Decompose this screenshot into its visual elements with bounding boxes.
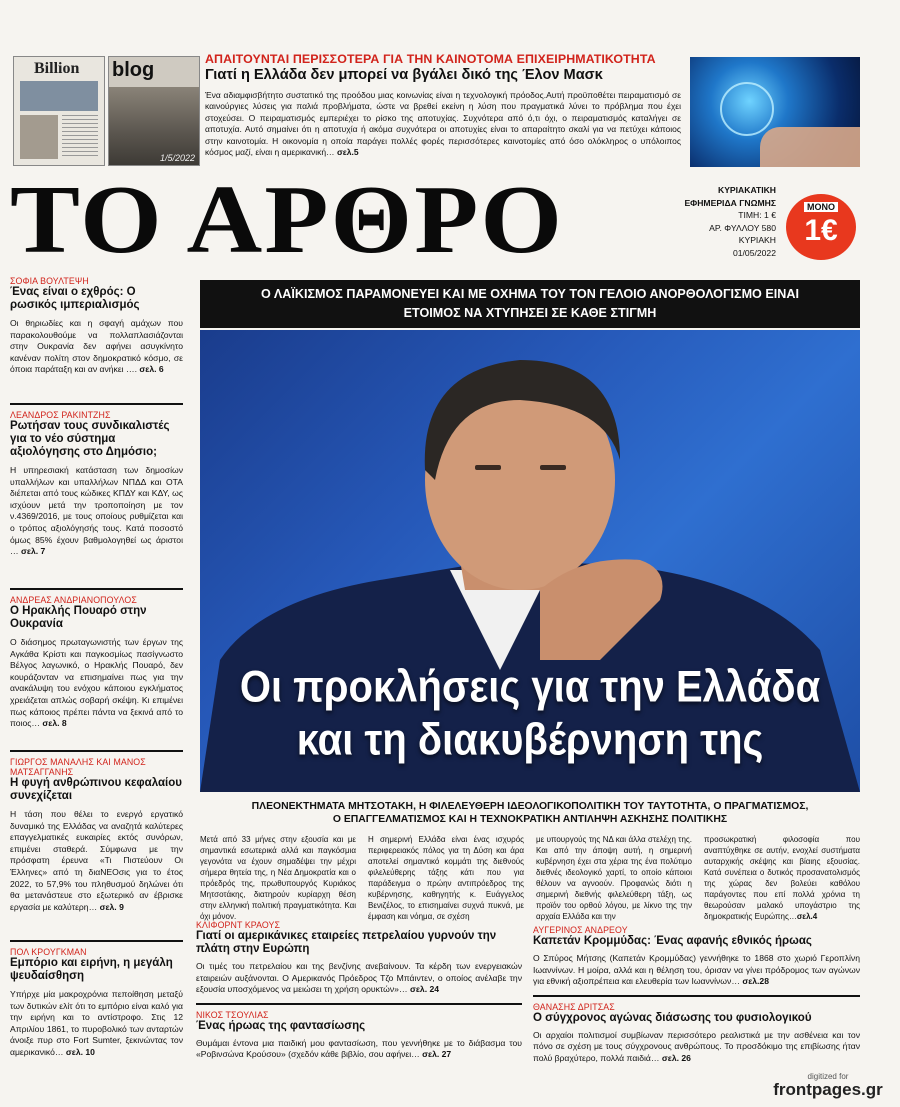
article-headline[interactable]: Ένας είναι ο εχθρός: Ο ρωσικός ιμπεριαλισμός	[10, 286, 140, 311]
blog-thumbnail-title: blog	[112, 59, 155, 81]
article-ref[interactable]: σελ. 24	[409, 984, 440, 995]
article-headline[interactable]: Ο Ηρακλής Πουαρό στην Ουκρανία	[10, 605, 147, 630]
masthead-info	[668, 184, 776, 260]
article-author: ΓΙΩΡΓΟΣ ΜΑΝΑΛΗΣ ΚΑΙ ΜΑΝΟΣ ΜΑΤΣΑΓΓΑΝΗΣ	[10, 757, 146, 777]
divider	[10, 750, 183, 752]
top-story-body-text: Ένα αδιαμφισβήτητο συστατικό της προόδου μιας κοινωνίας είναι η τεχνολογική πρόοδος.Αυτή προϋποθέτει πειραματισμό σε καινούργιες λύσεις για παλιά προβλήματα, ώστε να βρεθεί εκείνη η λύση που πραγματικά λύνει το πρόβλημα που έχει στοχεύσει. Ο πειραματισμός εμπεριέχει το ρίσκο της αποτυχίας. Συχνότερα από ό,τι όχι, ο πειραματισμός καταλήγει σε αποτυχία. Αυτό σημαίνει ότι η αποτυχία ή ακόμα συχνότερα οι αποτυχίες είναι το απαραίτητο σκαλί για να πετύχει κάποιος στην καινοτομία. Η οικονομία η οποία παράγει πολλές φορές περισσότερες καινοτομίες από όσο ολόκληρος ο υπόλοιπος κόσμος μαζί, είναι η αμερικανική…	[205, 90, 681, 158]
article-body-text: Οι αρχαίοι πολιτισμοί συμβίωναν περισσότερο ρεαλιστικά με την ασθένεια και τον πόνο σε σχέση με τους σύγχρονους ανθρώπους. Το προσδόκιμο της επιβίωσης ήταν πολύ βραχύτερο, πολλά παιδιά…	[533, 1029, 860, 1063]
billion-thumbnail-title: Billion	[34, 60, 80, 77]
article-body-text: Ο διάσημος πρωταγωνιστής των έργων της Αγκάθα Κρίστι και παγκοσμίως πασίγνωστο Βέλγος λαγωνικό, ο Ηρακλής Πουαρό, δεν κουράζονταν να επισημαίνει πως για την ανακάλυψη του ενόχου κάποιου εγκλήματος χρειάζεται απλώς σοβαρή σκέψη. Κι επιμένει πως κάποιος πρέπει πάντα να ξεκινά από το ποιος…	[10, 637, 183, 729]
billion-thumbnail-photo-2	[20, 115, 58, 159]
masthead-date: 01/05/2022	[732, 247, 776, 258]
article-headline[interactable]: Γιατί οι αμερικάνικες εταιρείες πετρελαίου γυρνούν την πλάτη στην Ευρώπη	[196, 930, 497, 955]
article-author: ΣΟΦΙΑ ΒΟΥΛΤΕΨΗ	[10, 276, 89, 286]
article-ref[interactable]: σελ.28	[742, 976, 769, 987]
article-author: ΚΛΙΦΟΡΝΤ ΚΡΑΟΥΣ	[196, 920, 281, 930]
billion-thumbnail-text	[62, 115, 98, 159]
article-author: ΠΟΛ ΚΡΟΥΓΚΜΑΝ	[10, 947, 87, 957]
masthead-line1: ΚΥΡΙΑΚΑΤΙΚΗ	[717, 185, 776, 195]
article-ref[interactable]: σελ. 27	[422, 1049, 452, 1060]
banner-line1: Ο ΛΑΪΚΙΣΜΟΣ ΠΑΡΑΜΟΝΕΥΕΙ ΚΑΙ ΜΕ ΟΧΗΜΑ ΤΟΥ ΤΟΝ ΓΕΛΟΙΟ ΑΝΟΡΘΟΛΟΓΙΣΜΟ ΕΙΝΑΙ	[261, 287, 799, 301]
article-body-text: Οι τιμές του πετρελαίου και της βενζίνης ανεβαίνουν. Τα κέρδη των ενεργειακών εταιρειών αυξάνονται. Ο Αμερικανός Πρόεδρος Τζο Μπάιντεν, ο οποίος ανέλαβε την εξουσία υποσχόμενος να μειώσει τη χρήση ορυκτών»…	[196, 961, 522, 995]
article-body-text: Η τάση που θέλει το ενεργό εργατικό δυναμικό της Ελλάδας να αναζητά καλύτερες επαγγελματικές ευκαιρίες εκτός συνόρων, επιμένει σταθερά. Σύμφωνα με την πρόσφατη έρευνα «Τι Πιστεύουν Οι Έλληνες» από τη διαΝΕΟσις για το έτος 2022, το 57,9% του πληθυσμού δηλώνει ότι θα μετανάστευε στο εξωτερικό αν έβρισκε εργασία με καλύτερη…	[10, 809, 183, 912]
masthead-title[interactable]: ΤΟ ΑΡΘΡΟ	[10, 166, 565, 274]
blog-thumbnail	[108, 56, 200, 166]
article-body	[533, 953, 860, 988]
billion-thumbnail-photo	[20, 81, 98, 111]
article-body	[533, 1030, 860, 1065]
article-body-text: Υπήρχε μία μακροχρόνια πεποίθηση μεταξύ των δυτικών ελίτ ότι το εμπόριο είναι καλό για την ειρήνη και το αντίστροφο. Στις 12 Απριλίου 1861, το πυροβολικό των ανταρτών άνοιξε πυρ στο Fort Sumter, ξεκινώντας τον αμερικανικό…	[10, 989, 183, 1057]
main-col-1: Μετά από 33 μήνες στην εξουσία και με σημαντικά εσωτερικά αλλά και παγκόσμια γεγονότα να έχουν σημαδέψει την μέχρι σήμερα θητεία της, η Νέα Δημοκρατία και ο πρόεδρός της, πρωθυπουργός Κυριάκος Μητσοτάκης, διατηρούν κυρίαρχη θέση στην ελληνική πολιτική πραγματικότητα. Και όχι μόνον.	[200, 835, 356, 921]
main-columns	[200, 834, 860, 922]
credit-line2[interactable]: frontpages.gr	[773, 1080, 883, 1099]
blog-thumbnail-date: 1/5/2022	[159, 153, 195, 163]
left-article-3	[10, 595, 183, 747]
article-ref[interactable]: σελ. 8	[42, 718, 67, 729]
main-col-2: Η σημερινή Ελλάδα είναι ένας ισχυρός περιφερειακός πόλος για τη Δύση και άρα αποτελεί σημαντικό κομμάτι της διεθνούς φιλελεύθερης τάξης κάτι που για παράδειγμα ο πρώην αντιπρόεδρος της κυβέρνησης, καθηγητής κ. Ευάγγελος Βενιζέλος, το επισημαίνει συχνά πυκνά, με έμφαση και νόημα, σε σχέση	[368, 835, 524, 921]
article-body	[10, 809, 183, 913]
top-story-ref[interactable]: σελ.5	[336, 147, 359, 158]
eye-shape	[475, 465, 501, 470]
left-article-2	[10, 410, 183, 585]
left-article-5	[10, 947, 183, 1059]
article-author: ΑΥΓΕΡΙΝΟΣ ΑΝΔΡΕΟΥ	[533, 925, 628, 935]
article-author: ΛΕΑΝΔΡΟΣ ΡΑΚΙΝΤΖΗΣ	[10, 410, 111, 420]
article-body-text: Η υπηρεσιακή κατάσταση των δημοσίων υπαλλήλων και υπαλλήλων ΝΠΔΔ και ΟΤΑ διέπεται από τους κώδικες ΚΠΔΥ και ΚΔΥ, ως ισχύουν μετά την τροποποίηση με τον ν.4369/2016, με τους οποίους ρυθμίζεται και ο τρόπος αξιολόγησής τους. Κατά ποσοστό όμως 85% έχουν βαθμολογηθεί ως άριστοι …	[10, 465, 183, 557]
main-headline-1[interactable]: Οι προκλήσεις για την Ελλάδα	[239, 662, 821, 712]
billion-thumbnail	[13, 56, 105, 166]
article-body-text: Ο Σπύρος Μήτσης (Καπετάν Κρομμύδας) γεννήθηκε το 1868 στο χωριό Γεροπλίνη Ιωαννίνων. Η μοίρα, αλλά και η θέληση του, όρισαν να γίνει πρόδρομος των αγώνων για εθνική αξιοπρέπεια και ελευθερία των Ιωαννίνων…	[533, 953, 860, 987]
credit-line1: digitized for	[807, 1072, 849, 1081]
article-body-text: Οι θηριωδίες και η σφαγή αμάχων που παρακολουθούμε να πολλαπλασιάζονται στην Ουκρανία δεν αφήνει ασυγκίνητο κανέναν πολίτη στον δημοκρατικό κόσμο, σε όποια παράταξη και αν ανήκει ….	[10, 318, 183, 375]
main-col-4-ref[interactable]: σελ.4	[796, 912, 818, 921]
article-author: ΝΙΚΟΣ ΤΣΟΥΛΙΑΣ	[196, 1009, 269, 1020]
top-story-headline: Γιατί η Ελλάδα δεν μπορεί να βγάλει δικό της Έλον Μασκ	[205, 67, 603, 83]
article-body	[196, 961, 522, 996]
divider	[10, 940, 183, 942]
article-headline[interactable]: Ένας ήρωας της φαντασίωσης	[196, 1019, 366, 1032]
credit	[760, 1072, 896, 1099]
article-headline[interactable]: Ο σύγχρονος αγώνας διάσωσης του φυσιολογικού	[533, 1011, 812, 1024]
article-ref[interactable]: σελ. 9	[99, 901, 124, 912]
tech-photo-glow	[720, 82, 774, 136]
banner-line2: ΕΤΟΙΜΟΣ ΝΑ ΧΤΥΠΗΣΕΙ ΣΕ ΚΑΘΕ ΣΤΙΓΜΗ	[403, 306, 657, 320]
divider	[10, 403, 183, 405]
article-ref[interactable]: σελ. 7	[20, 546, 46, 557]
article-ref[interactable]: σελ. 6	[139, 364, 164, 375]
main-headline-2[interactable]: και τη διακυβέρνηση της	[296, 715, 764, 765]
main-col-3: με υπουργούς της ΝΔ και άλλα στελέχη της. Και από την άποψη αυτή, η σημερινή κυβέρνηση έχει στα χέρια της ένα πολύτιμο διεθνές ιδεολογικό χαρτί, το οποίο κάποιοι θέλουν να αγνοούν. Προφανώς διότι η σημερινή διεθνής φιλελεύθερη τάξη, ως προϊόν του ορθού λόγου, με λίκνο της την αρχαία Ελλάδα και την	[536, 835, 692, 921]
left-column	[10, 276, 183, 1059]
main-col-4	[704, 834, 860, 922]
divider	[10, 588, 183, 590]
tech-photo-hand	[760, 127, 860, 167]
article-body	[196, 1038, 522, 1061]
main-subhead-2: Ο ΕΠΑΓΓΕΛΜΑΤΙΣΜΟΣ ΚΑΙ Η ΤΕΧΝΟΚΡΑΤΙΚΗ ΑΝΤΙΛΗΨΗ ΑΣΚΗΣΗΣ ΠΟΛΙΤΙΚΗΣ	[332, 814, 728, 825]
top-story	[205, 52, 681, 158]
eye-shape	[540, 465, 566, 470]
top-story-kicker: ΑΠΑΙΤΟΥΝΤΑΙ ΠΕΡΙΣΣΟΤΕΡΑ ΓΙΑ ΤΗΝ ΚΑΙΝΟΤΟΜΑ ΕΠΙΧΕΙΡΗΜΑΤΙΚΟΤΗΤΑ	[205, 52, 656, 66]
left-article-4	[10, 757, 183, 937]
tech-photo	[690, 57, 860, 167]
divider	[196, 1003, 522, 1005]
price-badge-top: ΜΟΝΟ	[804, 202, 838, 212]
left-article-1	[10, 276, 183, 400]
article-ref[interactable]: σελ. 26	[661, 1052, 691, 1063]
main-subhead-1: ΠΛΕΟΝΕΚΤΗΜΑΤΑ ΜΗΤΣΟΤΑΚΗ, Η ΦΙΛΕΛΕΥΘΕΡΗ ΙΔΕΟΛΟΓΙΚΟΠΟΛΙΤΙΚΗ ΤΟΥ ΤΑΥΤΟΤΗΤΑ, Ο ΠΡΑΓΜΑΤΙΣΜΟΣ,	[251, 801, 809, 812]
main-photo	[200, 330, 860, 792]
masthead-day: ΚΥΡΙΑΚΗ	[738, 235, 776, 246]
main-col-4-text: προσωκρατική φιλοσοφία που αναπτύχθηκε σε αυτήν, ενοχλεί συστήματα αυταρχικής σκέψης και βίαιης εξουσίας. Κατά συνέπεια ο δυτικός προσανατολισμός της χώρας δεν βολεύει καθόλου παράγοντες που επί πολλά χρόνια τη θεωρούσαν μαλακό υπογάστριο της δημοκρατικής Ευρώπης…	[704, 835, 860, 921]
bottom-right	[533, 925, 860, 1065]
price-badge-price: 1€	[804, 214, 838, 247]
article-headline[interactable]: Η φυγή ανθρώπινου κεφαλαίου συνεχίζεται	[10, 777, 182, 802]
article-body	[10, 318, 183, 376]
article-body	[10, 637, 183, 730]
banner	[200, 280, 860, 328]
price-badge	[786, 194, 856, 260]
article-body	[10, 465, 183, 558]
article-headline[interactable]: Ρωτήσαν τους συνδικαλιστές για το νέο σύστημα αξιολόγησης στο Δημόσιο;	[10, 420, 170, 458]
article-headline[interactable]: Εμπόριο και ειρήνη, η μεγάλη ψευδαίσθηση	[10, 957, 173, 982]
article-body	[10, 989, 183, 1059]
main-subhead	[200, 800, 860, 826]
article-author: ΑΝΔΡΕΑΣ ΑΝΔΡΙΑΝΟΠΟΥΛΟΣ	[10, 595, 137, 605]
masthead-issue: ΑΡ. ΦΥΛΛΟΥ 580	[709, 222, 776, 233]
article-author: ΘΑΝΑΣΗΣ ΔΡΙΤΣΑΣ	[533, 1001, 615, 1012]
divider	[533, 995, 860, 997]
article-headline[interactable]: Καπετάν Κρομμύδας: Ένας αφανής εθνικός ήρωας	[533, 935, 812, 947]
article-body-text: Θυμάμαι έντονα μια παιδική μου φαντασίωση, που γεννήθηκε με το διάβασμα του «Ροβινσώνα Κρούσου» (σχεδόν κάθε βιβλίο, σου αφήνει…	[196, 1037, 522, 1060]
top-story-body	[205, 90, 681, 158]
bottom-left	[196, 920, 522, 1061]
article-ref[interactable]: σελ. 10	[65, 1046, 95, 1057]
masthead-price: ΤΙΜΗ: 1 €	[738, 210, 776, 221]
masthead-line2: ΕΦΗΜΕΡΙΔΑ ΓΝΩΜΗΣ	[684, 197, 776, 208]
